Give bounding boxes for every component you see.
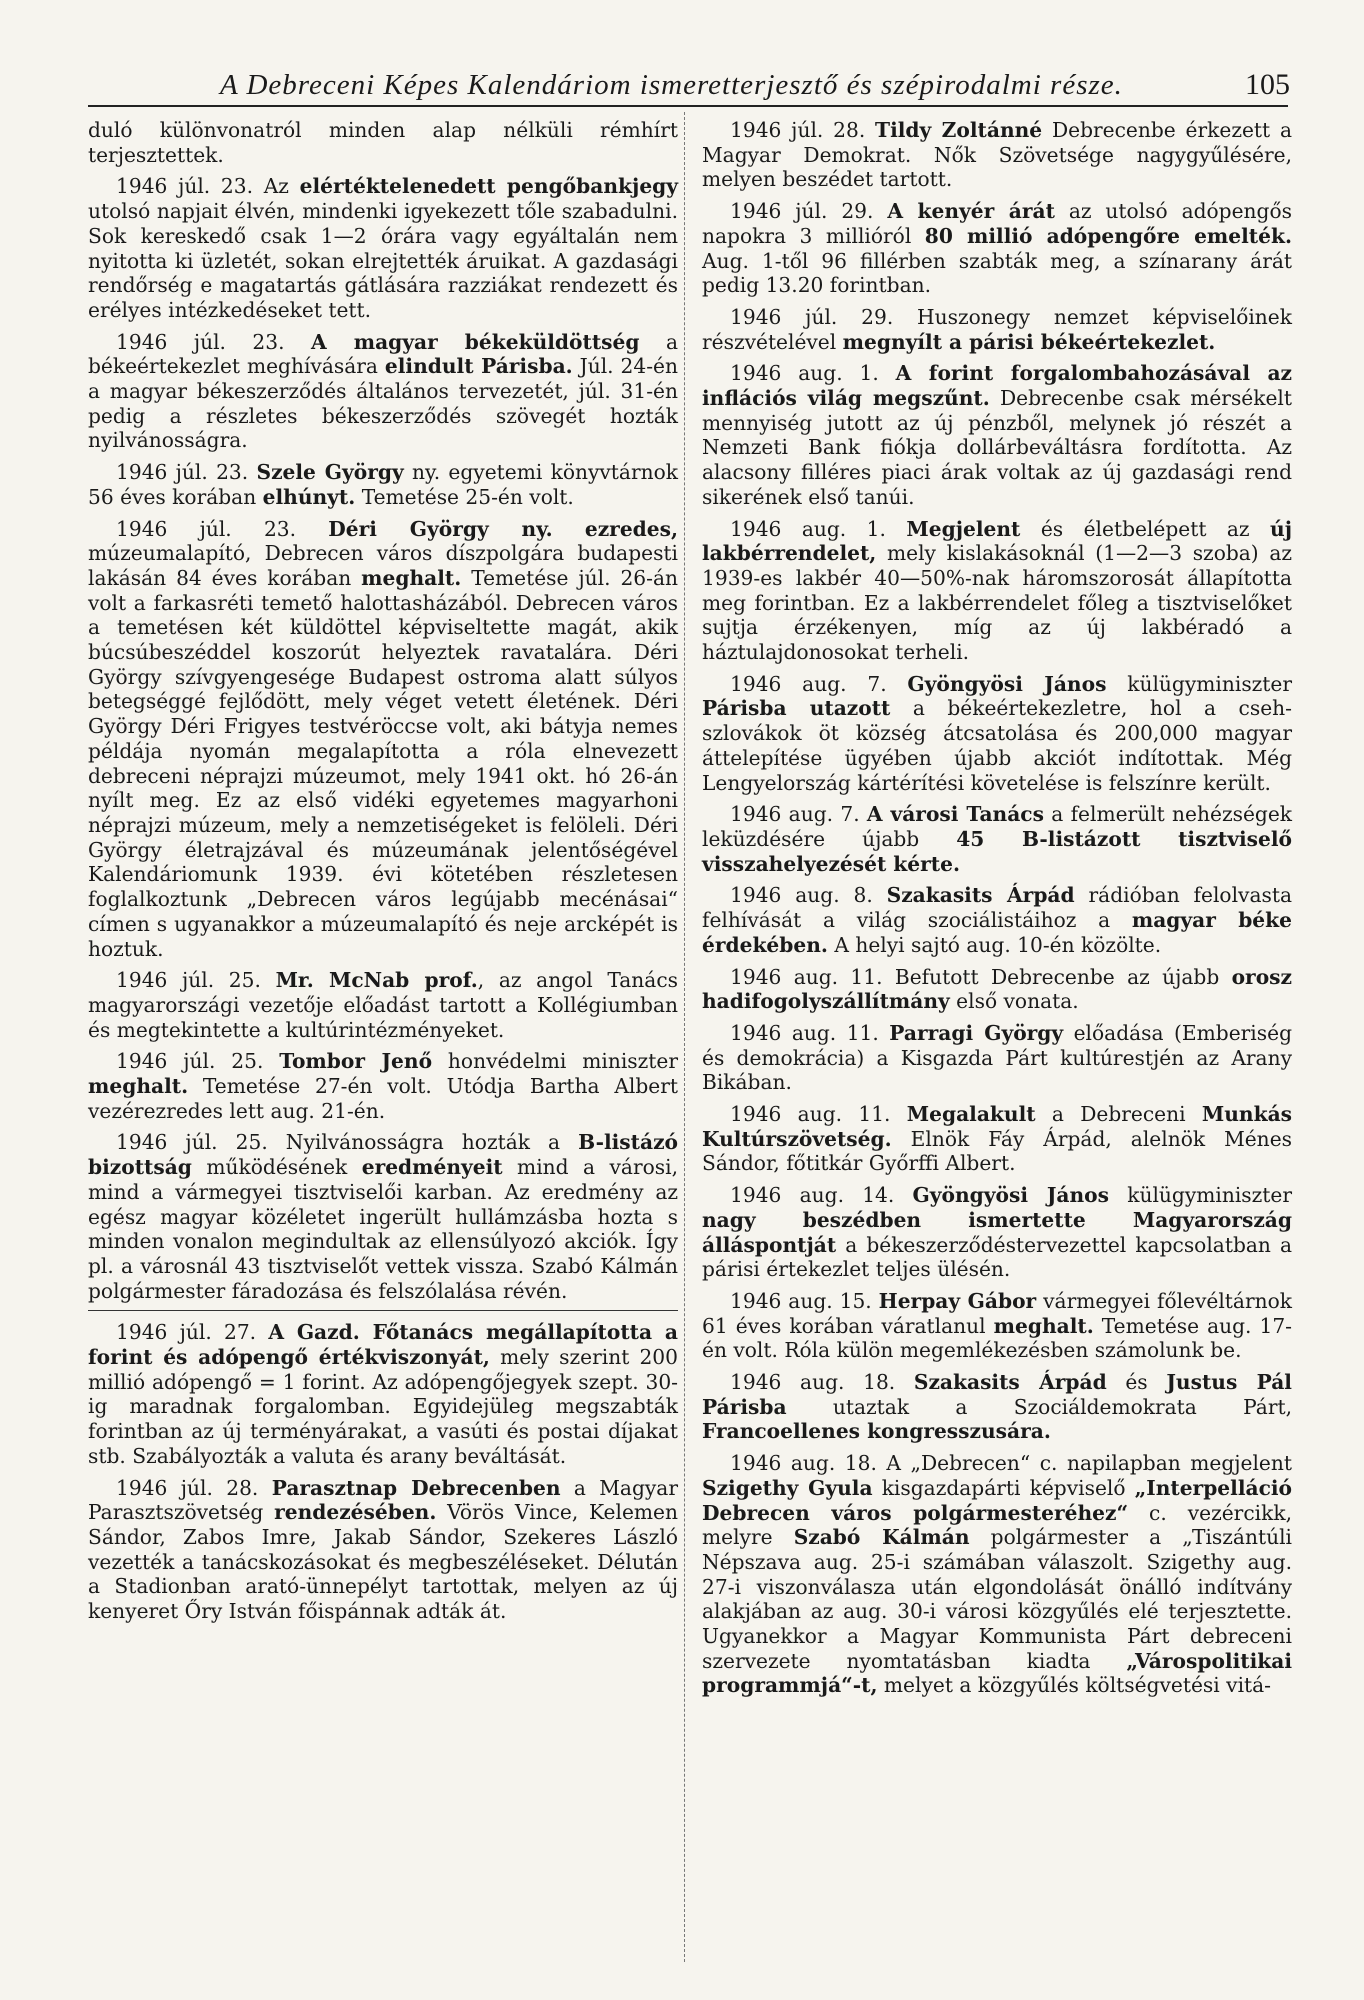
chronicle-entry (702, 1370, 1292, 1444)
entry-bold-text: Mr. McNab prof. (275, 968, 478, 993)
entry-text: 1946 aug. 15. (730, 1288, 879, 1313)
entry-text: c. vezércikk, melyre (702, 1500, 1292, 1550)
chronicle-entry (702, 1102, 1292, 1176)
entry-text: 1946 aug. 7. (730, 802, 867, 827)
entry-bold-text: „Várospolitikai programmjá“-t, (702, 1648, 1292, 1698)
right-column (702, 118, 1292, 1705)
header-rule (88, 105, 1288, 107)
chronicle-entry (702, 1451, 1292, 1698)
entry-text: 1946 júl. 23. (116, 460, 257, 485)
entry-bold-text: Párisba utazott (702, 696, 891, 721)
entry-bold-text: megnyílt a párisi békeértekezlet. (842, 329, 1216, 354)
running-title: A Debreceni Képes Kalendáriom ismeretterjesztő és szépirodalmi része. (220, 69, 1123, 101)
entry-text: Vörös Vince, Kelemen Sándor, Zabos Imre, Jakab Sándor, Szekeres László vezették a tanácskozásokat és megbeszéléseket. Délután a Stadionban arató-ünnepélyt tartottak, melyen az új kenyeret Őry István főispánnak adták át. (88, 1500, 678, 1624)
entry-bold-text: meghalt. (993, 1313, 1094, 1338)
entry-bold-text: 80 millió adópengőre emelték. (924, 223, 1292, 248)
entry-text: melyet a közgyűlés költségvetési vitá- (877, 1673, 1271, 1698)
entry-text: 1946 júl. 28. (730, 118, 876, 142)
entry-text: , az angol Tanács magyarországi vezetője előadást tartott a Kollégiumban és megtekintette a kultúrintézményeket. (88, 968, 679, 1042)
chronicle-entry (88, 174, 678, 322)
column-divider (684, 112, 685, 1962)
entry-bold-text: A forint forgalombahozásával az inflációs világ megszűnt. (702, 361, 1293, 411)
entry-text: 1946 júl. 27. (116, 1320, 269, 1345)
entry-text: a Magyar Parasztszövetség (88, 1475, 678, 1525)
entry-bold-text: Parragi György (889, 1020, 1064, 1045)
entry-bold-text: A kenyér árát (887, 199, 1055, 224)
entry-text: mely kislakásoknál (1—2—3 szoba) az 1939-es lakbér 40—50%-nak háromszorosát állapította meg forintban. Ez a lakbérrendelet főleg a tisztviselőket sujtja érzékenyen, míg az új lakbéradó a háztulajdonosokat terheli. (702, 541, 1292, 665)
entry-bold-text: B-listázó bizottság (88, 1130, 678, 1180)
entry-text: a békeértekezletre, hol a cseh-szlovákok öt község átcsatolása és 200,000 magyar áttelepítése ügyében újabb akciót indítottak. Még Lengyelország kártérítési követelése is felszínre került. (702, 696, 1292, 795)
entry-text: Debrecenbe csak mérsékelt mennyiség jutott az új pénzből, melynek jó részét a Nemzeti Bank fiókja dollárbeváltásra fordította. Az alacsony filléres piaci árak voltak az új gazdasági rend sikerének első tanúi. (702, 386, 1293, 509)
entry-bold-text: Déri György ny. (328, 516, 553, 541)
running-header (100, 52, 1290, 102)
entry-text: polgármester a „Tiszántúli Népszava aug. 25-i számában válaszolt. Szigethy aug. 27-i viszonválasza után elgondolását önálló indítvány alakjában az aug. 30-i városi közgyűlés elé terjesztette. Ugyanekkor a Magyar Kommunista Párt debreceni szervezete nyomtatásban kiadta (702, 1525, 1292, 1673)
entry-text: 1946 júl. 25. Nyilvánosságra hozták a (116, 1130, 579, 1155)
chronicle-entry (88, 1049, 678, 1123)
entry-text: Júl. 24-én a magyar békeszerződés általános tervezetét, júl. 31-én pedig a részletes békeszerződés szövegét hozták nyilvánosságra. (88, 354, 678, 453)
chronicle-entry (702, 199, 1292, 298)
chronicle-entry (88, 460, 678, 509)
entry-text: és (1106, 1370, 1167, 1395)
entry-bold-text: rendezésében. (274, 1500, 437, 1525)
entry-text: 1946 aug. 18. (730, 1370, 914, 1395)
chronicle-entry (702, 118, 1292, 192)
entry-text: kisgazdapárti képviselő (872, 1475, 1135, 1500)
entry-bold-text: Szigethy Gyula (702, 1475, 873, 1500)
entry-bold-text: új lakbérrendelet, (702, 516, 1293, 566)
entry-text: 1946 júl. 28. (116, 1475, 272, 1500)
chronicle-entry (702, 883, 1292, 957)
entry-text: a békeszerződéstervezettel kapcsolatban a párisi értekezlet teljes ülésén. (702, 1232, 1292, 1282)
entry-text: a békeértekezlet meghívására (88, 329, 678, 379)
entry-text: a Debreceni (1035, 1102, 1202, 1127)
entry-text: külügyminiszter (1108, 1183, 1292, 1208)
entry-text: duló különvonatról minden alap nélküli rémhírt terjesztettek. (88, 118, 678, 167)
chronicle-entry (88, 118, 678, 167)
section-separator (88, 1310, 678, 1311)
entry-bold-text: elértéktelenedett pengőbankjegy (299, 174, 679, 199)
entry-bold-text: 45 B-listázott tisztviselő visszahelyezését kérte. (702, 826, 1292, 876)
chronicle-entry (702, 517, 1292, 665)
entry-bold-text: ezredes, (584, 516, 679, 541)
entry-bold-text: Tildy Zoltánné (875, 118, 1043, 142)
entry-text: 1946 júl. 29. Huszonegy nemzet képviselőinek részvételével (702, 304, 1292, 354)
entry-bold-text: A magyar békeküldöttség (311, 329, 640, 354)
entry-text: 1946 aug. 11. (730, 1102, 907, 1127)
entry-bold-text: A Gazd. Főtanács megállapította a forint és adópengő értékviszonyát, (88, 1320, 678, 1370)
entry-text: 1946 aug. 14. (730, 1183, 913, 1208)
entry-text: Elnök Fáy Árpád, alelnök Ménes Sándor, főtitkár Győrffi Albert. (702, 1126, 1292, 1176)
entry-text: Temetése 27-én volt. Utódja Bartha Albert vezérezredes lett aug. 21-én. (88, 1074, 678, 1123)
entry-text: honvédelmi miniszter (432, 1049, 679, 1074)
entry-bold-text: meghalt. (88, 1074, 189, 1099)
entry-text: utolsó napjait élvén, mindenki igyekezett tőle szabadulni. Sok kereskedő csak 1—2 órára vagy egyáltalán nem nyitotta ki üzletét, sokan elrejtették áruikat. A gazdasági rendőrség e magatartás gátlására razziákat rendezett és erélyes intézkedéseket tett. (88, 199, 678, 322)
entry-bold-text: orosz hadifogolyszállítmány (702, 964, 1292, 1014)
entry-text: 1946 aug. 1. (730, 361, 896, 386)
chronicle-entry (702, 672, 1292, 796)
chronicle-entry (702, 361, 1292, 509)
entry-bold-text: elhúnyt. (262, 484, 356, 509)
entry-text: Aug. 1-től 96 fillérben szabták meg, a színarany árát pedig 13.20 forintban. (702, 248, 1292, 298)
entry-bold-text: Munkás Kultúrszövetség. (702, 1102, 1293, 1151)
entry-text: 1946 júl. 23. (116, 516, 329, 541)
entry-text (553, 517, 585, 541)
entry-bold-text: Megalakult (906, 1102, 1036, 1127)
entry-text: a felmerült nehézségek leküzdésére újabb (702, 802, 1293, 851)
entry-text: külügyminiszter (1106, 671, 1293, 696)
entry-bold-text: Francoellenes kongresszusára. (702, 1419, 1051, 1444)
entry-text: 1946 aug. 18. A „Debrecen“ c. napilapban megjelent (730, 1451, 1292, 1476)
entry-text: A helyi sajtó aug. 10-én közölte. (827, 932, 1162, 957)
chronicle-entry (702, 965, 1292, 1014)
entry-text: mind a városi, mind a vármegyei tisztviselői karban. Az eredmény az egész magyar közéletet ingerült hullámzásba hozta s minden vonalon megindultak az ellensúlyozó akciók. Így pl. a városnál 43 tisztviselőt vettek vissza. Szabó Kálmán polgármester fáradozása és felszólalása révén. (88, 1155, 678, 1303)
entry-bold-text: A városi Tanács (866, 802, 1044, 827)
left-column (88, 118, 678, 1631)
entry-text: 1946 aug. 1. (730, 516, 907, 541)
chronicle-entry (702, 1021, 1292, 1095)
entry-bold-text: Gyöngyösi János (907, 671, 1107, 696)
entry-bold-text: Herpay Gábor (878, 1288, 1037, 1313)
page-number: 105 (1245, 68, 1290, 101)
chronicle-entry (88, 330, 678, 454)
chronicle-entry (88, 1130, 678, 1303)
chronicle-entry (88, 1476, 678, 1624)
entry-bold-text: Parasztnap Debrecenben (271, 1475, 561, 1500)
entry-bold-text: magyar béke érdekében. (702, 908, 1292, 957)
entry-text: 1946 júl. 23. Az (116, 174, 300, 199)
chronicle-entry (702, 1289, 1292, 1363)
entry-text: Temetése aug. 17-én volt. Róla külön megemlékezésben számolunk be. (702, 1313, 1292, 1363)
entry-bold-text: nagy beszédben ismertette Magyarország álláspontját (702, 1207, 1292, 1257)
entry-bold-text: Megjelent (906, 516, 1021, 541)
entry-bold-text: meghalt. (361, 565, 462, 590)
entry-bold-text: Szabó Kálmán (793, 1525, 970, 1550)
entry-text: 1946 júl. 25. (116, 1049, 280, 1074)
entry-text: vármegyei főlevéltárnok 61 éves korában váratlanul (702, 1288, 1292, 1338)
chronicle-entry (88, 968, 678, 1042)
entry-text: 1946 aug. 11. Befutott Debrecenbe az újabb (730, 964, 1232, 989)
entry-text: 1946 aug. 7. (730, 671, 908, 696)
entry-bold-text: Szele György (256, 460, 404, 485)
entry-text: 1946 aug. 8. (730, 883, 887, 908)
entry-text: Debrecenbe érkezett a Magyar Demokrat. Nők Szövetsége nagygyűlésére, melyen beszédet tartott. (702, 118, 1292, 192)
entry-bold-text: Szakasits Árpád (913, 1370, 1107, 1395)
entry-text: Temetése júl. 26-án volt a farkasréti temető halottasházából. Debrecen város a temetésen két küldöttel képviseltette magát, akik búcsúbeszéddel koszorút helyeztek ravatalára. Déri György szívgyengesége Budapest ostroma alatt súlyos betegséggé fejlődött, mely véget vetett életének. Déri György Déri Frigyes testvéröccse volt, aki bátyja nemes példája nyomán megalapította a róla elnevezett debreceni néprajzi múzeumot, mely 1941 okt. hó 26-án nyílt meg. Ez az első vidéki egyetemes magyarhoni néprajzi múzeum, mely a nemzetiségeket is felöleli. Déri György életrajzával és múzeumának jelentőségével Kalendáriomunk 1939. évi kötetében részletesen foglalkoztunk „Debrecen város legújabb mecénásai“ címen s ugyanakkor a múzeumalapító és neje arcképét is hoztuk. (88, 565, 678, 961)
chronicle-entry (702, 1183, 1292, 1282)
entry-text: mely szerint 200 millió adópengő = 1 forint. Az adópengőjegyek szept. 30-ig maradnak forgalomban. Egyidejüleg megszabták forintban az új terményárakat, a vasúti és postai díjakat stb. Szabályozták a valuta és arany beváltását. (88, 1345, 678, 1468)
entry-bold-text: Justus Pál Párisba (702, 1370, 1292, 1419)
entry-text: 1946 júl. 23. (116, 329, 311, 354)
entry-text: 1946 júl. 29. (730, 199, 888, 224)
entry-text: 1946 aug. 11. (730, 1020, 890, 1045)
entry-text: ny. egyetemi könyvtárnok 56 éves korában (88, 460, 678, 509)
entry-text: első vonata. (949, 989, 1079, 1014)
entry-text: Temetése 25-én volt. (355, 484, 574, 509)
entry-bold-text: „Interpelláció Debrecen város polgármesteréhez“ (702, 1475, 1292, 1525)
entry-bold-text: Szakasits Árpád (886, 883, 1075, 908)
entry-text: rádióban felolvasta felhívását a világ szociálistáihoz a (702, 883, 1292, 933)
chronicle-entry (88, 1320, 678, 1468)
entry-bold-text: elindult Párisba. (384, 354, 573, 379)
chronicle-entry (88, 517, 678, 962)
entry-bold-text: eredményeit (361, 1155, 503, 1180)
entry-text: előadása (Emberiség és demokrácia) a Kisgazda Párt kultúrestjén az Arany Bikában. (702, 1020, 1292, 1095)
entry-bold-text: Tombor Jenő (279, 1049, 433, 1074)
chronicle-entry (702, 305, 1292, 354)
entry-text: 1946 júl. 25. (116, 968, 276, 993)
chronicle-entry (702, 802, 1292, 876)
entry-text: működésének (191, 1155, 362, 1180)
entry-bold-text: Gyöngyösi János (912, 1183, 1109, 1208)
entry-text: utaztak a Szociáldemokrata Párt, (786, 1394, 1292, 1419)
entry-text: az utolsó adópengős napokra 3 millióról (702, 199, 1292, 248)
entry-text: és életbelépett az (1020, 516, 1271, 541)
entry-text: múzeumalapító, Debrecen város díszpolgára budapesti lakásán 84 éves korában (88, 541, 678, 590)
